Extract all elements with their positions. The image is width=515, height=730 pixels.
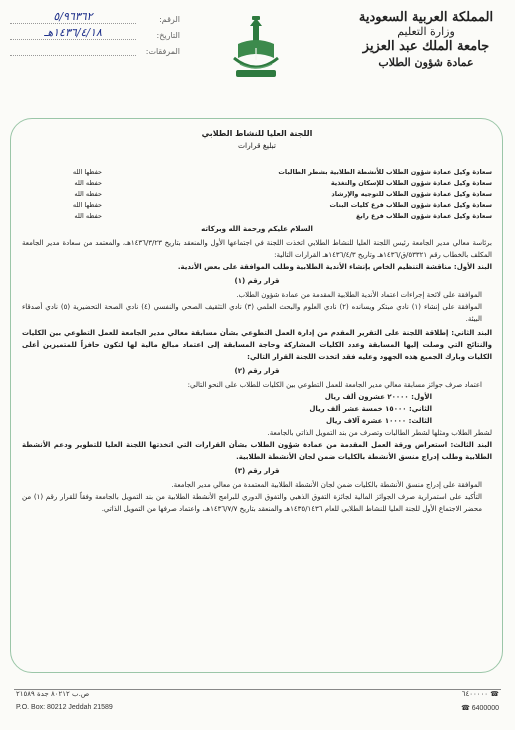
meta-attachments-row bbox=[10, 40, 180, 56]
intro-paragraph: برئاسة معالي مدير الجامعة رئيس اللجنة العليا للنشاط الطلابي اتخذت اللجنة في اجتماعها الأول والمنعقد بتاريخ ١٤٣٦/٣/٢٣هـ، والمعتمد من سعادة مدير الجامعة المكلف بالخطاب رقم ٥٣٣٢١/ق/١٤٣٦هـ وتاريخ ١٤٣٦/٤/٣هـ القرارات التالية: bbox=[22, 239, 492, 259]
phone-icon: ☎ bbox=[488, 690, 499, 698]
footer-pobox-english: P.O. Box: 80212 Jeddah 21589 bbox=[16, 704, 113, 711]
salutation: السلام عليكم ورحمة الله وبركاته bbox=[201, 225, 313, 233]
deanship-name: عمادة شؤون الطلاب bbox=[378, 56, 474, 69]
recipient-row bbox=[22, 166, 492, 177]
recipient-row bbox=[22, 188, 492, 199]
recipient-greeting: حفظها الله bbox=[72, 201, 102, 209]
decision3-point: التأكيد على استمرارية صرف الجوائز المالية لجائزة التفوق الذهبي والتفوق الدوري للبرامج الأنشطة الطلابية من بند التمويل بالجامعة وفقاً للقرار رقم (١) من محضر الاجتماع الأول للجنة العليا للنشاط الطلابي للعام ١٤٣٥/١٤٣٦هـ والمنعقد بتاريخ ١٤٣٦/٧/٧هـ، واعتماد صرفها من التمويل الذاتي. bbox=[22, 493, 482, 513]
phone-icon: ☎ bbox=[461, 705, 472, 712]
footer-phone-arabic bbox=[462, 690, 499, 698]
meta-label: المرفقات: bbox=[145, 47, 180, 56]
document-subtitle: تبليغ قرارات bbox=[237, 141, 277, 150]
meta-number-row bbox=[10, 8, 180, 24]
decision1-point: الموافقة على لائحة إجراءات اعتماد الأندية الطلابية المقدمة من عمادة شؤون الطلاب. bbox=[236, 291, 482, 299]
decision3-point: الموافقة على إدراج منسق الأنشطة بالكليات ضمن لجان الأنشطة الطلابية المعتمدة من معالي مدير الجامعة. bbox=[171, 481, 482, 489]
letterhead-organization bbox=[351, 10, 501, 70]
recipient-row bbox=[22, 210, 492, 221]
recipient-position: سعادة وكيل عمادة شؤون الطلاب للتوجيه والإرشاد bbox=[331, 190, 492, 198]
university-logo-icon bbox=[226, 14, 286, 80]
recipient-position: سعادة وكيل عمادة شؤون الطلاب للأنشطة الطلابية بشطر الطالبات bbox=[278, 168, 492, 176]
footer-pobox-arabic: ص.ب ٨٠٢١٢ جدة ٢١٥٨٩ bbox=[16, 690, 90, 698]
recipient-greeting: حفظها الله bbox=[72, 168, 102, 176]
ministry-name: وزارة التعليم bbox=[397, 25, 455, 38]
decision3-title: قرار رقم (٣) bbox=[234, 467, 280, 475]
item1-heading: البند الأول: مناقشة التنظيم الخاص بإنشاء الأندية الطلابية وطلب الموافقة على بعض الأندية. bbox=[177, 263, 492, 271]
meta-value bbox=[10, 55, 136, 56]
committee-title: اللجنة العليا للنشاط الطلابي bbox=[201, 129, 313, 138]
recipient-row bbox=[22, 199, 492, 210]
recipient-greeting: حفظه الله bbox=[74, 179, 102, 187]
phone-number: 6400000 bbox=[471, 705, 499, 712]
footer-phone-english bbox=[461, 704, 499, 712]
prizes-note: لشطر الطلاب ومثلها لشطر الطالبات وتصرف من بند التمويل الذاتي بالجامعة. bbox=[267, 429, 492, 437]
meta-label: الرقم: bbox=[159, 15, 180, 24]
decision1-title: قرار رقم (١) bbox=[234, 277, 280, 285]
university-name: جامعة الملك عبد العزيز bbox=[362, 39, 490, 54]
meta-value: ١٤٣٦/٤/١٨هـ bbox=[10, 26, 136, 40]
country-name: المملكة العربية السعودية bbox=[358, 10, 494, 25]
recipient-position: سعادة وكيل عمادة شؤون الطلاب فرع رابغ bbox=[355, 212, 492, 220]
decision1-point: الموافقة على إنشاء (١) نادي مبتكر ويسانده (٢) نادي العلوم والبحث العلمي (٣) نادي التثقيف الصحي والنفسي (٤) نادي الصحة التحضيرية (٥) نادي أصدقاء البيئة. bbox=[22, 303, 482, 323]
meta-value: ٥/٩٦٣٦٢ bbox=[10, 10, 136, 24]
recipient-greeting: حفظه الله bbox=[74, 190, 102, 198]
meta-date-row bbox=[10, 24, 180, 40]
prize-second: الثاني: ١٥٠٠٠ خمسة عشر ألف ريال bbox=[309, 405, 432, 413]
item3-heading: البند الثالث: استعراض ورقة العمل المقدمة من عمادة شؤون الطلاب بشأن القرارات التي اتخذتها اللجنة العليا للتطوير ودعم الأنشطة الطلابية وطلب إدراج منسق الأنشطة بالكليات ضمن لجان الأنشطة الطلابية. bbox=[22, 441, 492, 461]
recipient-position: سعادة وكيل عمادة شؤون الطلاب فرع كليات البنات bbox=[329, 201, 492, 209]
phone-number: ٦٤٠٠٠٠٠ bbox=[461, 690, 489, 698]
decision2-intro: اعتماد صرف جوائز مسابقة معالي مدير الجامعة للعمل التطوعي بين الكليات للطلاب على النحو التالي: bbox=[187, 381, 482, 389]
item2-heading: البند الثاني: إطلاقة اللجنة على التقرير المقدم من إدارة العمل التطوعي بشأن مسابقة معالي مدير الجامعة للعمل التطوعي بين الكليات والنتائج التي وصلت إليها المسابقة وعدد الكليات المشاركة وحاجة المسابقة إلى اعتماد مبالغ مالية لها لتكون حافزاً للمتميزين أعلى الكليات وبارك الجميع هذه الجهود وعليه فقد اتخذت اللجنة القرار التالي: bbox=[22, 329, 492, 361]
recipient-greeting: حفظه الله bbox=[74, 212, 102, 220]
decision2-title: قرار رقم (٢) bbox=[234, 367, 280, 375]
meta-label: التاريخ: bbox=[156, 31, 180, 40]
prize-first: الأول: ٢٠٠٠٠ عشرون ألف ريال bbox=[324, 393, 432, 401]
prize-third: الثالث: ١٠٠٠٠ عشرة آلاف ريال bbox=[326, 417, 432, 425]
letter-body bbox=[22, 128, 492, 515]
recipient-row bbox=[22, 177, 492, 188]
letter-meta bbox=[10, 8, 180, 56]
recipient-position: سعادة وكيل عمادة شؤون الطلاب للإسكان والتغذية bbox=[330, 179, 492, 187]
recipients-list bbox=[22, 166, 492, 221]
